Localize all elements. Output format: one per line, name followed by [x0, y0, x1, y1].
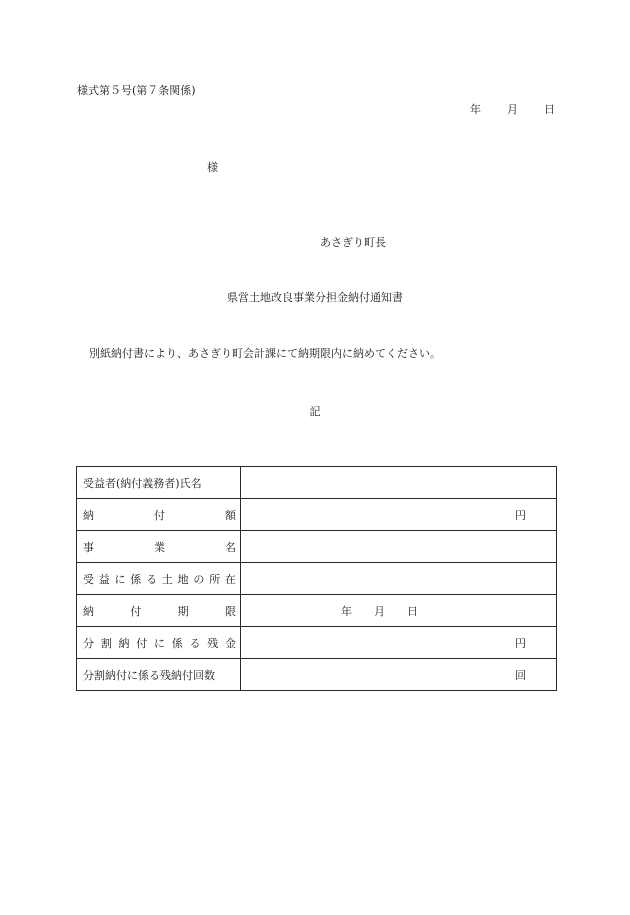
- row-label: [83, 507, 236, 523]
- row-value-cell[interactable]: [241, 499, 557, 531]
- row-label-char: 地: [177, 572, 189, 586]
- form-number: 様式第５号(第７条関係): [77, 84, 196, 97]
- unit-label: 円: [515, 636, 526, 650]
- row-label-char: 付: [154, 508, 165, 522]
- row-label-char: 残: [207, 636, 219, 650]
- row-label: [83, 475, 236, 491]
- row-label-char: 納: [83, 508, 94, 522]
- body-text: 別紙納付書により、あさぎり町会計課にて納期限内に納めてください。: [89, 347, 441, 360]
- row-label-char: 受: [83, 572, 94, 586]
- year-label: 年: [470, 103, 481, 116]
- row-label-char: 額: [225, 508, 236, 522]
- row-label-char: 係: [171, 636, 183, 650]
- row-label-char: 業: [154, 540, 165, 554]
- row-label-cell: [77, 531, 241, 563]
- row-label-cell: [77, 627, 241, 659]
- row-label-char: 分割納付に係る残納付回数: [83, 668, 215, 682]
- day-label: 日: [407, 604, 418, 618]
- issue-date: [470, 104, 555, 115]
- row-label-char: 納: [118, 636, 130, 650]
- row-label: [83, 635, 236, 651]
- table-row: [77, 499, 557, 531]
- row-value-cell[interactable]: [241, 531, 557, 563]
- row-label-cell: [77, 563, 241, 595]
- row-label-char: 名: [225, 540, 236, 554]
- table-row: [77, 531, 557, 563]
- detail-table: [76, 466, 557, 691]
- row-value-cell[interactable]: [241, 467, 557, 499]
- row-label-cell: [77, 467, 241, 499]
- row-label-char: に: [114, 572, 126, 586]
- month-label: 月: [507, 103, 518, 116]
- row-label-char: 在: [224, 572, 236, 586]
- row-label-cell: [77, 659, 241, 691]
- table-row: [77, 595, 557, 627]
- row-label-char: 期: [177, 604, 189, 618]
- unit-label: 円: [515, 508, 526, 522]
- row-label-char: る: [189, 636, 201, 650]
- row-value-cell[interactable]: [241, 627, 557, 659]
- row-label-char: の: [193, 572, 205, 586]
- unit-label: 回: [515, 668, 526, 682]
- year-label: 年: [341, 604, 352, 618]
- table-row: [77, 467, 557, 499]
- row-label: [83, 667, 236, 683]
- row-value-cell[interactable]: [241, 563, 557, 595]
- row-label-char: る: [146, 572, 158, 586]
- document-title: 県営土地改良事業分担金納付通知書: [227, 291, 403, 304]
- payment-deadline-date: [341, 603, 418, 619]
- row-label-char: に: [154, 636, 165, 650]
- row-label-cell: [77, 595, 241, 627]
- ki-marker: 記: [309, 405, 321, 418]
- row-value-cell[interactable]: [241, 659, 557, 691]
- row-label-char: 受益者(納付義務者)氏名: [83, 476, 202, 490]
- row-label-char: 割: [100, 636, 112, 650]
- row-label-char: 限: [224, 604, 236, 618]
- issuer-name: あさぎり町長: [320, 236, 386, 249]
- table-row: [77, 563, 557, 595]
- row-label-char: 事: [83, 540, 94, 554]
- recipient-honorific: 様: [207, 161, 218, 174]
- row-label-char: 付: [136, 636, 148, 650]
- row-label: [83, 539, 236, 555]
- row-label-char: 付: [130, 604, 142, 618]
- row-label-char: 土: [161, 572, 173, 586]
- month-label: 月: [374, 604, 385, 618]
- day-label: 日: [544, 103, 555, 116]
- row-label: [83, 603, 236, 619]
- row-label-char: 係: [130, 572, 142, 586]
- row-label-char: 納: [83, 604, 94, 618]
- row-label-char: 益: [98, 572, 110, 586]
- row-label: [83, 571, 236, 587]
- row-label-char: 金: [225, 636, 236, 650]
- table-row: [77, 659, 557, 691]
- row-label-char: 所: [209, 572, 221, 586]
- row-label-char: 分: [83, 636, 94, 650]
- row-value-cell[interactable]: [241, 595, 557, 627]
- table-row: [77, 627, 557, 659]
- row-label-cell: [77, 499, 241, 531]
